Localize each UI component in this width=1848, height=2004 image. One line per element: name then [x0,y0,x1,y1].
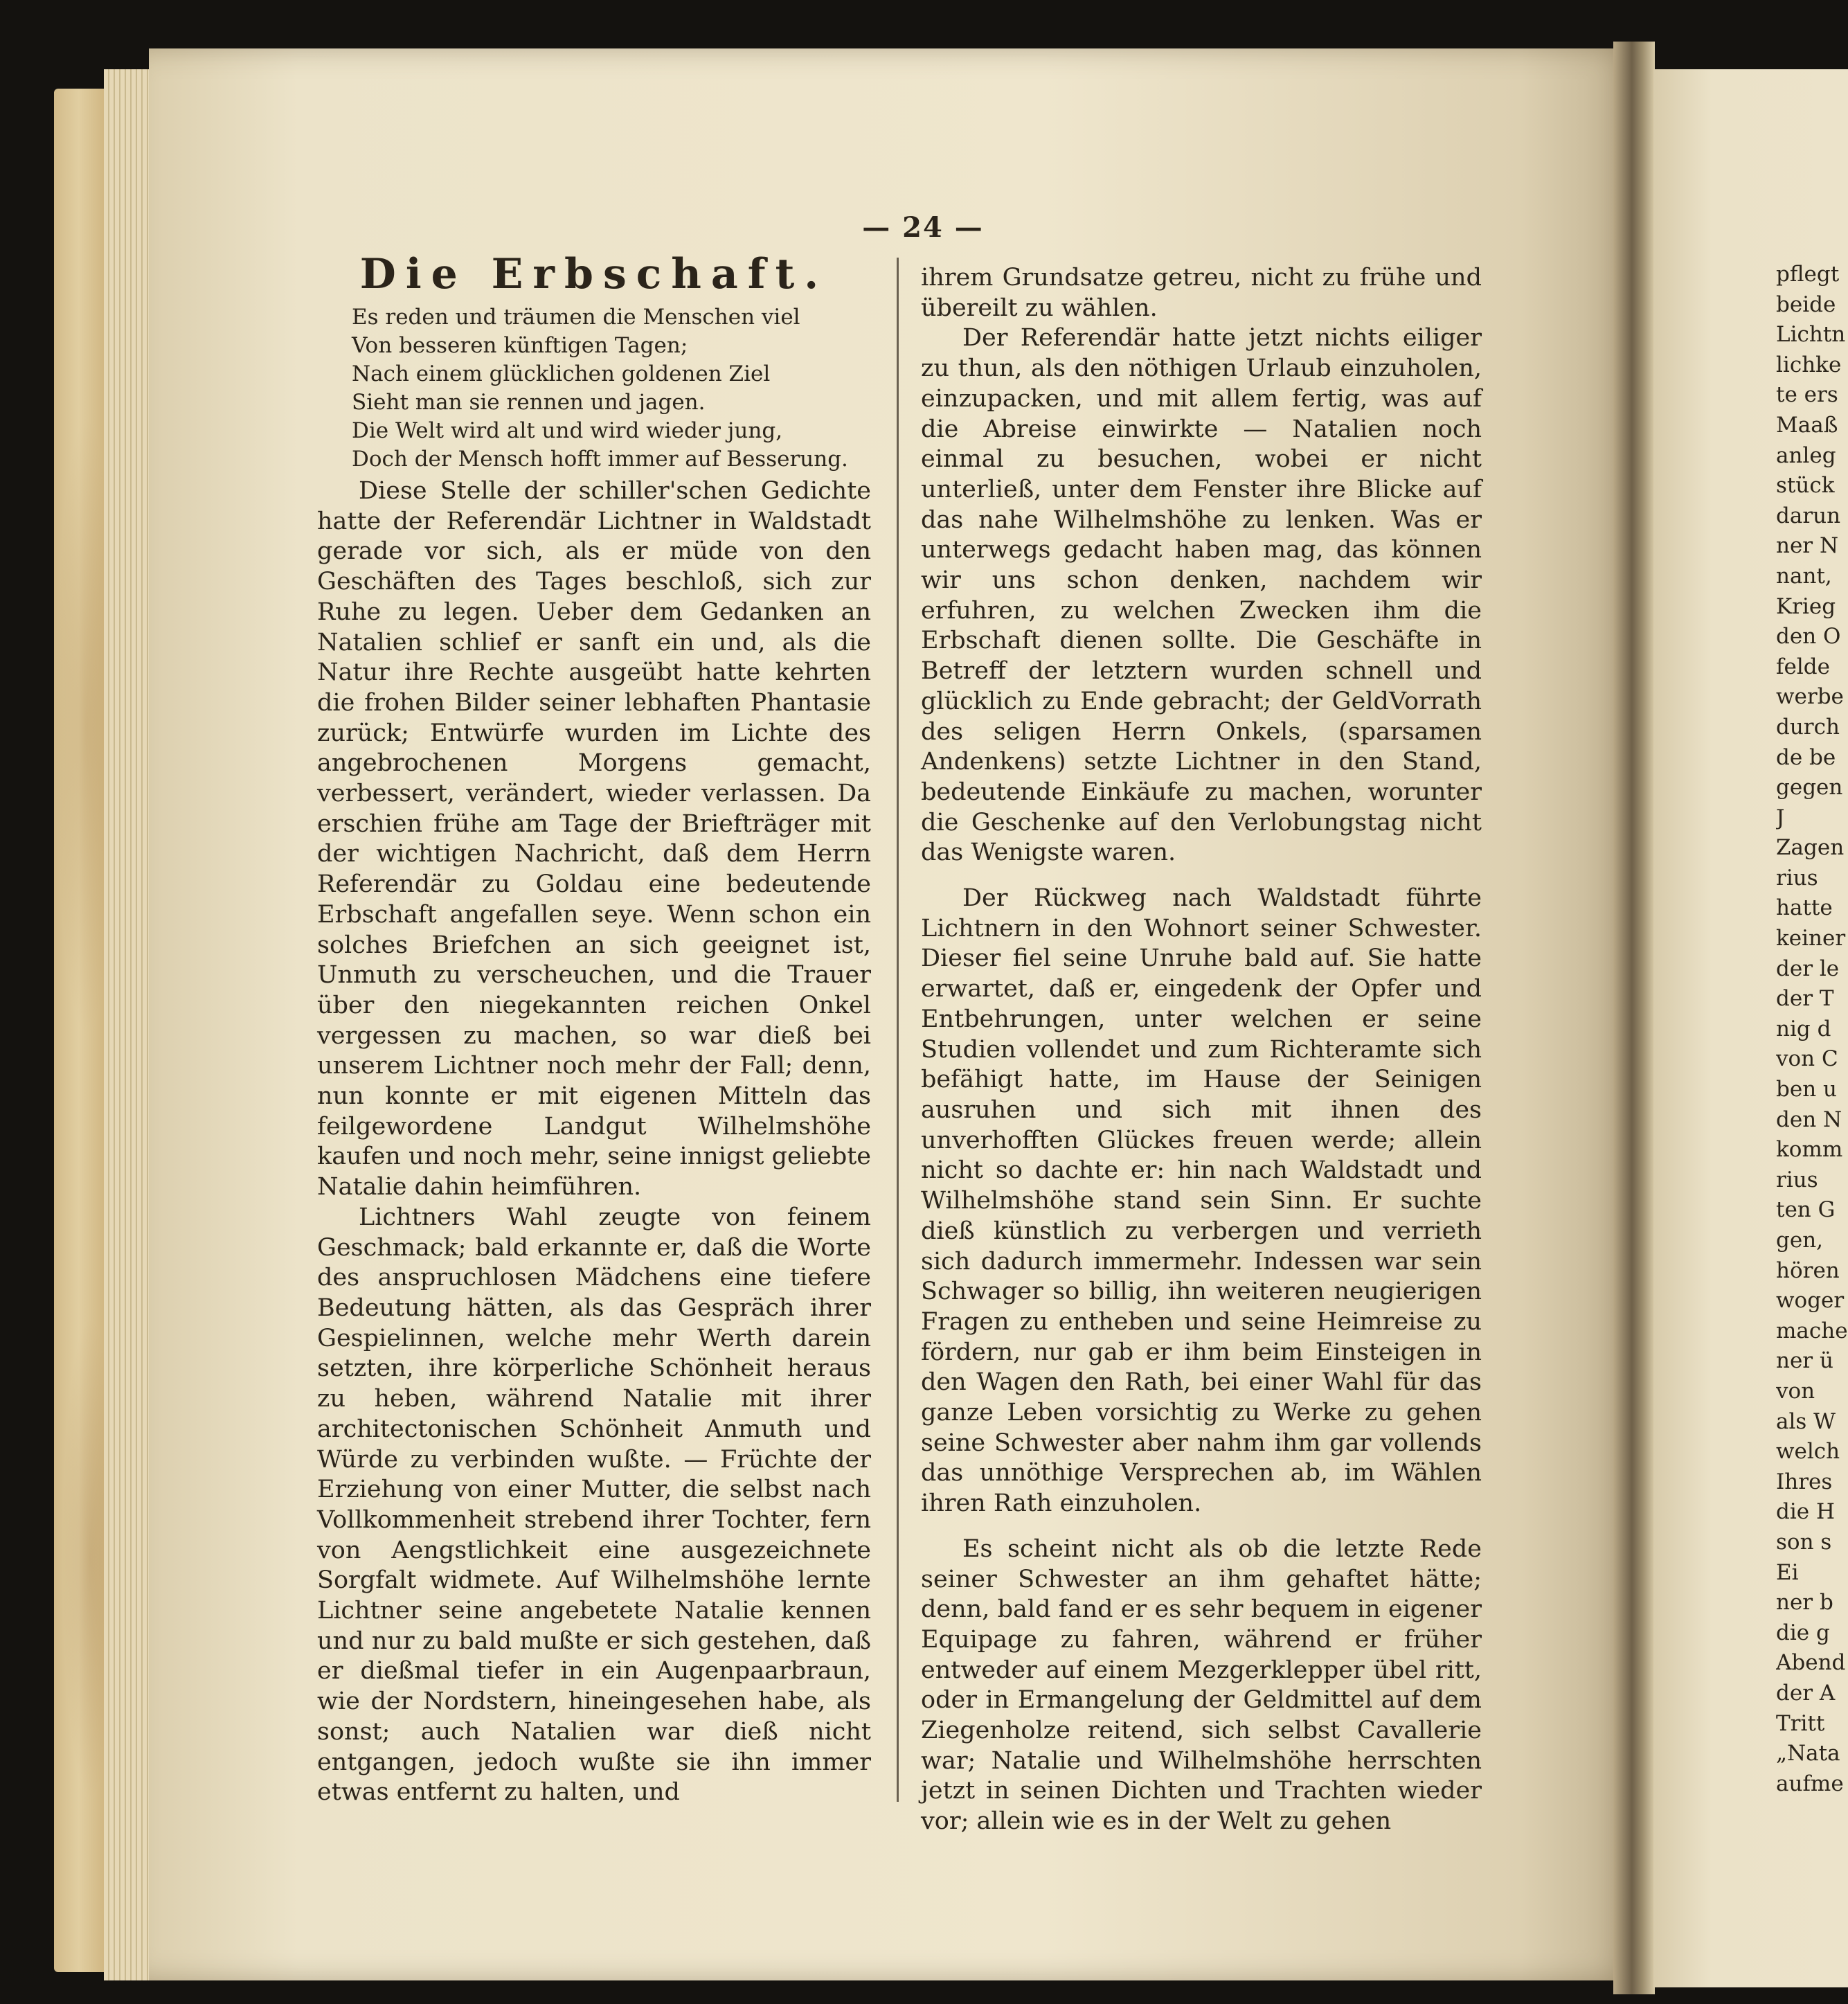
right-page-line: Krieg [1776,593,1836,619]
right-page-line: pflegt [1776,262,1840,287]
right-page-line: ten G [1776,1197,1836,1223]
right-page-line: durch [1776,714,1840,740]
paragraph: Lichtners Wahl zeugte von feinem Geschmack; bald erkannte er, daß die Worte des anspruchlosen Mädchens eine tiefere Bedeutung hätten, als das Gespräch ihrer Gespielinnen, welche mehr Werth darein setzten, ihre körperliche Schönheit heraus zu heben, während Natalie mit ihrer architectonischen Schönheit Anmuth und Würde zu verbinden wußte. — Früchte der Erziehung von einer Mutter, die selbst nach Vollkommenheit strebend ihrer Tochter, fern von Aengstlichkeit eine ausgezeichnete Sorgfalt widmete. Auf Wilhelmshöhe lernte Lichtner seine angebetete Natalie kennen und nur zu bald mußte er sich gestehen, daß er dießmal tiefer in ein Augenpaarbraun, wie der Nordstern, hineingesehen habe, als sonst; auch Natalien war dieß nicht entgangen, jedoch wußte sie ihn immer etwas entfernt zu halten, und [317,1203,871,1807]
right-column [921,263,1482,1837]
right-page-text [1776,260,1848,1799]
right-page-line: gen, [1776,1228,1824,1253]
poem-line: Nach einem glücklichen goldenen Ziel [352,361,771,386]
right-page-line: te ers [1776,382,1838,408]
right-page-line: die H [1776,1499,1835,1525]
right-page-line: komm [1776,1137,1843,1163]
poem-line: Es reden und träumen die Menschen viel [352,305,800,330]
right-page-line: beide [1776,292,1836,317]
right-page-line: der A [1776,1680,1836,1706]
right-page-line: mache [1776,1318,1848,1343]
right-page-line: von C [1776,1046,1838,1072]
right-page-line: „Nata [1776,1741,1840,1766]
right-page-line: rius [1776,865,1818,891]
right-page-line: woger [1776,1288,1845,1314]
poem-line: Doch der Mensch hofft immer auf Besserung. [352,447,848,472]
right-page-line: anleg [1776,442,1836,468]
right-page-line: Tritt [1776,1710,1825,1736]
right-page-line: de be [1776,744,1836,770]
right-page-line: rius [1776,1167,1818,1192]
column-rule [897,258,899,1802]
right-page-line: werbe [1776,684,1844,710]
page-number: — 24 — [862,211,984,244]
right-page-line: Zagen [1776,835,1845,861]
paragraph: Es scheint nicht als ob die letzte Rede seiner Schwester an ihm gehaftet hätte; denn, bald fand er es sehr bequem in eigener Equipage zu fahren, während er früher entweder auf einem Mezgerklepper übel ritt, oder in Ermangelung der Geldmittel auf dem Ziegenholze reitend, sich selbst Cavallerie war; Natalie und Wilhelmshöhe herrschten jetzt in seinen Dichten und Trachten wieder vor; allein wie es in der Welt zu gehen [921,1535,1482,1836]
right-page-line: keiner [1776,926,1846,951]
page-edges [104,69,152,1980]
right-page-line: ner b [1776,1590,1833,1616]
right-page-line: hatte [1776,895,1833,921]
book-gutter [1613,42,1655,1994]
right-page-line: felde [1776,654,1830,679]
right-page-line: Ei [1776,1559,1799,1585]
right-page-line: hören [1776,1258,1840,1283]
right-page-line: Abend [1776,1650,1846,1676]
right-page-line: den O [1776,624,1841,650]
poem-line: Die Welt wird alt und wird wieder jung, [352,418,783,443]
right-page-line: welch [1776,1439,1840,1465]
right-page-line: nant, [1776,563,1832,589]
right-page-line: den N [1776,1107,1842,1132]
right-page-line: Ihres [1776,1469,1833,1494]
right-page-line: der le [1776,956,1840,981]
right-page-line: darun [1776,503,1841,528]
paragraph: Der Referendär hatte jetzt nichts eiliger zu thun, als den nöthigen Urlaub einzuholen, einzupacken, und mit allem fertig, was auf die Abreise einwirkte — Natalien noch einmal zu besuchen, wobei er nicht unterließ, unter dem Fenster ihre Blicke auf das nahe Wilhelmshöhe zu lenken. Was er unterwegs gedacht haben mag, das können wir uns schon denken, nachdem wir erfuhren, zu welchen Zwecken ihm die Erbschaft dienen sollte. Die Geschäfte in Betreff der letztern wurden schnell und glücklich zu Ende gebracht; der GeldVorrath des seligen Herrn Onkels, (sparsamen Andenkens) setzte Lichtner in den Stand, bedeutende Einkäufe zu machen, worunter die Geschenke auf den Verlobungstag nicht das Wenigste waren. [921,324,1482,867]
right-page-line: von [1776,1378,1815,1404]
right-page-line: Lichtn [1776,322,1846,348]
paragraph: ihrem Grundsatze getreu, nicht zu frühe und übereilt zu wählen. [921,264,1482,322]
right-page-line: gegen [1776,775,1843,800]
right-page-line: lichke [1776,352,1842,377]
paragraph: Der Rückweg nach Waldstadt führte Lichtnern in den Wohnort seiner Schwester. Dieser fiel seine Unruhe bald auf. Sie hatte erwartet, daß er, eingedenk der Opfer und Entbehrungen, unter welchen er seine Studien vollendet und zum Richteramte sich befähigt hatte, im Hause der Seinigen ausruhen und sich mit ihnen des unverhofften Glückes freuen werde; allein nicht so dachte er: hin nach Waldstadt und Wilhelmshöhe stand sein Sinn. Er suchte dieß künstlich zu verbergen und verrieth sich dadurch immermehr. Indessen war sein Schwager so billig, ihn weiteren neugierigen Fragen zu entheben und seine Heimreise zu fördern, nur gab er ihm beim Einsteigen in den Wagen den Rath, bei einer Wahl für das ganze Leben vorsichtig zu Werke zu gehen seine Schwester aber nahm ihm gar vollends das unnöthige Versprechen ab, im Wählen ihren Rath einzuholen. [921,884,1482,1518]
right-page-line: Maaß [1776,412,1838,438]
right-page-line: ner N [1776,533,1839,559]
article-title: Die Erbschaft. [359,250,829,298]
paragraph: Diese Stelle der schiller'schen Gedichte hatte der Referendär Lichtner in Waldstadt gerade vor sich, als er müde von den Geschäften des Tages beschloß, sich zur Ruhe zu legen. Ueber dem Gedanken an Natalien schlief er sanft ein und, als die Natur ihre Rechte ausgeübt hatte kehrten die frohen Bilder seiner lebhaften Phantasie zurück; Entwürfe wurden im Lichte des angebrochenen Morgens gemacht, verbessert, verändert, wieder verlassen. Da erschien frühe am Tage der Briefträger mit der wichtigen Nachricht, daß dem Herrn Referendär zu Goldau eine bedeutende Erbschaft angefallen seye. Wenn schon ein solches Briefchen an sich geeignet ist, Unmuth zu verscheuchen, und die Trauer über den niegekannten reichen Onkel vergessen zu machen, so war dieß bei unserem Lichtner noch mehr der Fall; denn, nun konnte er mit eigenen Mitteln das feilgewordene Landgut Wilhelmshöhe kaufen und noch mehr, seine innigst geliebte Natalie dahin heimführen. [317,477,871,1201]
right-page-line: stück [1776,473,1835,499]
right-page-line: son s [1776,1529,1832,1555]
left-column [317,249,871,1808]
poem-line: Sieht man sie rennen und jagen. [352,390,706,415]
right-page-line: J [1776,805,1785,830]
right-page-line: der T [1776,986,1834,1012]
right-page-line: als W [1776,1408,1836,1434]
poem-epigraph [352,303,871,474]
right-page-line: aufme [1776,1771,1844,1796]
right-page-line: ner ü [1776,1348,1833,1374]
right-page-line: die g [1776,1620,1830,1645]
poem-line: Von besseren künftigen Tagen; [352,333,688,358]
right-page-line: nig d [1776,1016,1831,1041]
right-page-line: ben u [1776,1077,1837,1102]
